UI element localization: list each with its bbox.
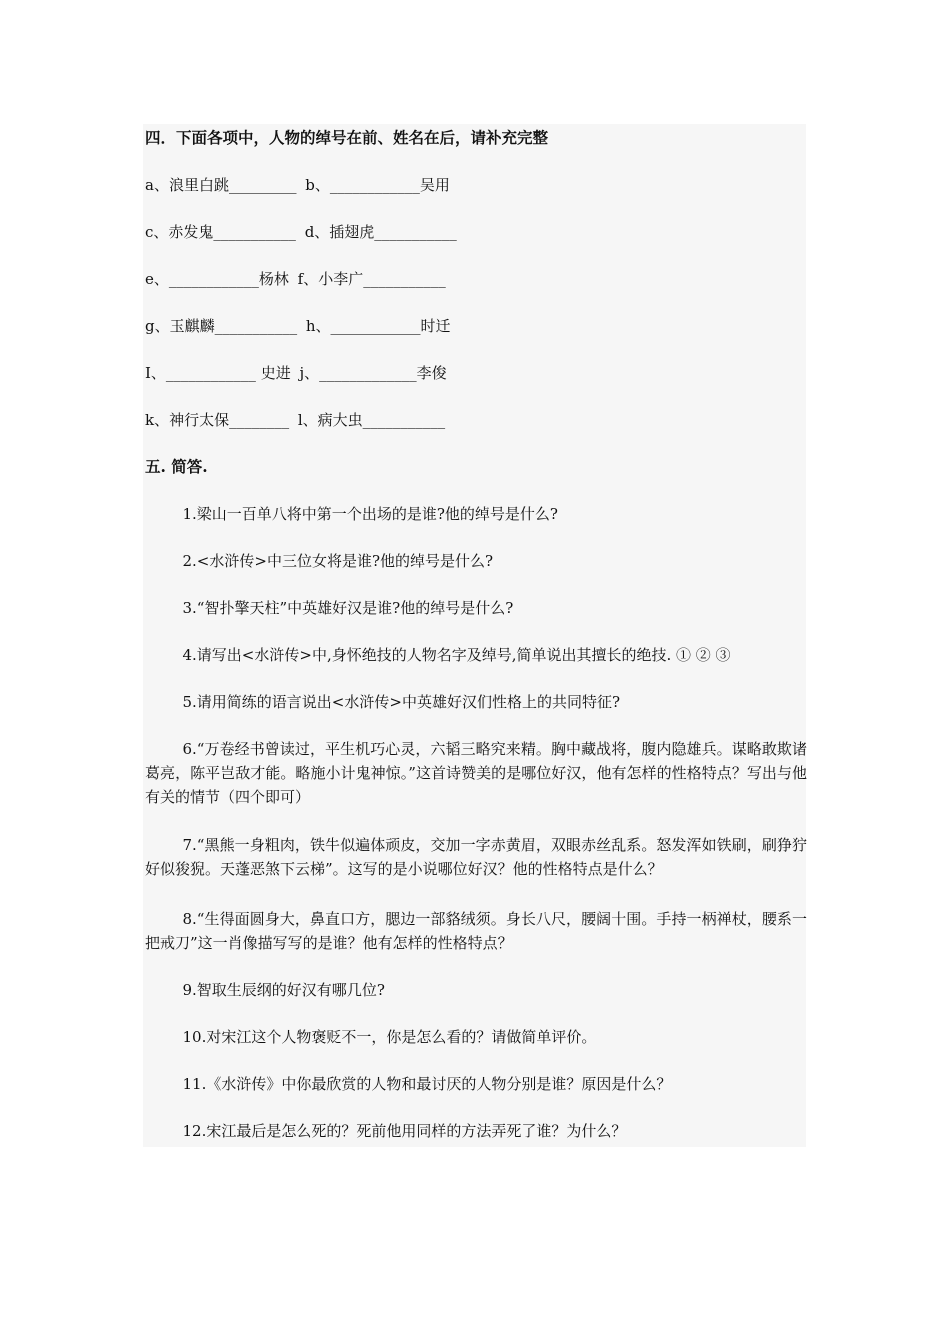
question-item: 9.智取生辰纲的好汉有哪几位?: [182, 981, 385, 999]
fill-item-right: d、插翅虎___________: [304, 223, 457, 241]
fill-item-left: g、玉麒麟___________: [145, 317, 298, 335]
question-item: 2.<水浒传>中三位女将是谁?他的绰号是什么?: [182, 552, 494, 570]
fill-item-right: f、小李广___________: [297, 270, 446, 288]
fill-item-right: j、_____________李俊: [299, 364, 447, 382]
question-item: 12.宋江最后是怎么死的？死前他用同样的方法弄死了谁？为什么？: [182, 1122, 627, 1140]
question-item: 6.“万卷经书曾读过，平生机巧心灵，六韬三略究来精。胸中藏战将，腹内隐雄兵。谋略敢欺诸葛亮，陈平岂敌才能。略施小计鬼神惊。”这首诗赞美的是哪位好汉，他有怎样的性格特点？写出与他有关的情节（四个即可）: [145, 740, 807, 806]
fill-item-left: I、____________ 史进: [145, 364, 291, 382]
question-item: 8.“生得面圆身大，鼻直口方，腮边一部貉绒须。身长八尺，腰阔十围。手持一柄禅杖，腰系一把戒刀”这一肖像描写写的是谁？他有怎样的性格特点？: [145, 910, 807, 952]
fill-item-left: e、____________杨林: [145, 270, 289, 288]
fill-row: [145, 363, 447, 383]
fill-item-left: c、赤发鬼___________: [145, 223, 296, 241]
question-item: 11.《水浒传》中你最欣赏的人物和最讨厌的人物分别是谁？原因是什么？: [182, 1075, 672, 1093]
question-item: 7.“黑熊一身粗肉，铁牛似遍体顽皮，交加一字赤黄眉，双眼赤丝乱系。怒发浑如铁刷，刷狰狞好似狻猊。天蓬恶煞下云梯”。这写的是小说哪位好汉？他的性格特点是什么？: [145, 836, 807, 878]
question-item: 10.对宋江这个人物褒贬不一，你是怎么看的？请做简单评价。: [182, 1028, 597, 1046]
fill-item-right: b、____________吴用: [305, 176, 450, 194]
fill-item-left: k、神行太保________: [145, 411, 290, 429]
question-item: 3.“智扑擎天柱”中英雄好汉是谁?他的绰号是什么?: [182, 599, 514, 617]
fill-row: [145, 316, 451, 336]
question-item: 1.梁山一百单八将中第一个出场的是谁?他的绰号是什么?: [182, 505, 558, 523]
question-item: 5.请用简练的语言说出<水浒传>中英雄好汉们性格上的共同特征?: [182, 693, 620, 711]
fill-row: [145, 175, 450, 195]
content-block: [143, 124, 806, 1147]
fill-row: [145, 269, 446, 289]
question-item: 4.请写出<水浒传>中,身怀绝技的人物名字及绰号,简单说出其擅长的绝技. ① ② ③: [182, 646, 731, 664]
section4-heading: 四．下面各项中，人物的绰号在前、姓名在后，请补充完整: [145, 128, 549, 147]
fill-item-left: a、浪里白跳_________: [145, 176, 297, 194]
fill-item-right: h、____________时迁: [305, 317, 451, 335]
section5-heading: 五. 简答.: [145, 457, 208, 476]
fill-item-right: l、病大虫___________: [297, 411, 446, 429]
fill-row: [145, 410, 445, 430]
fill-row: [145, 222, 457, 242]
